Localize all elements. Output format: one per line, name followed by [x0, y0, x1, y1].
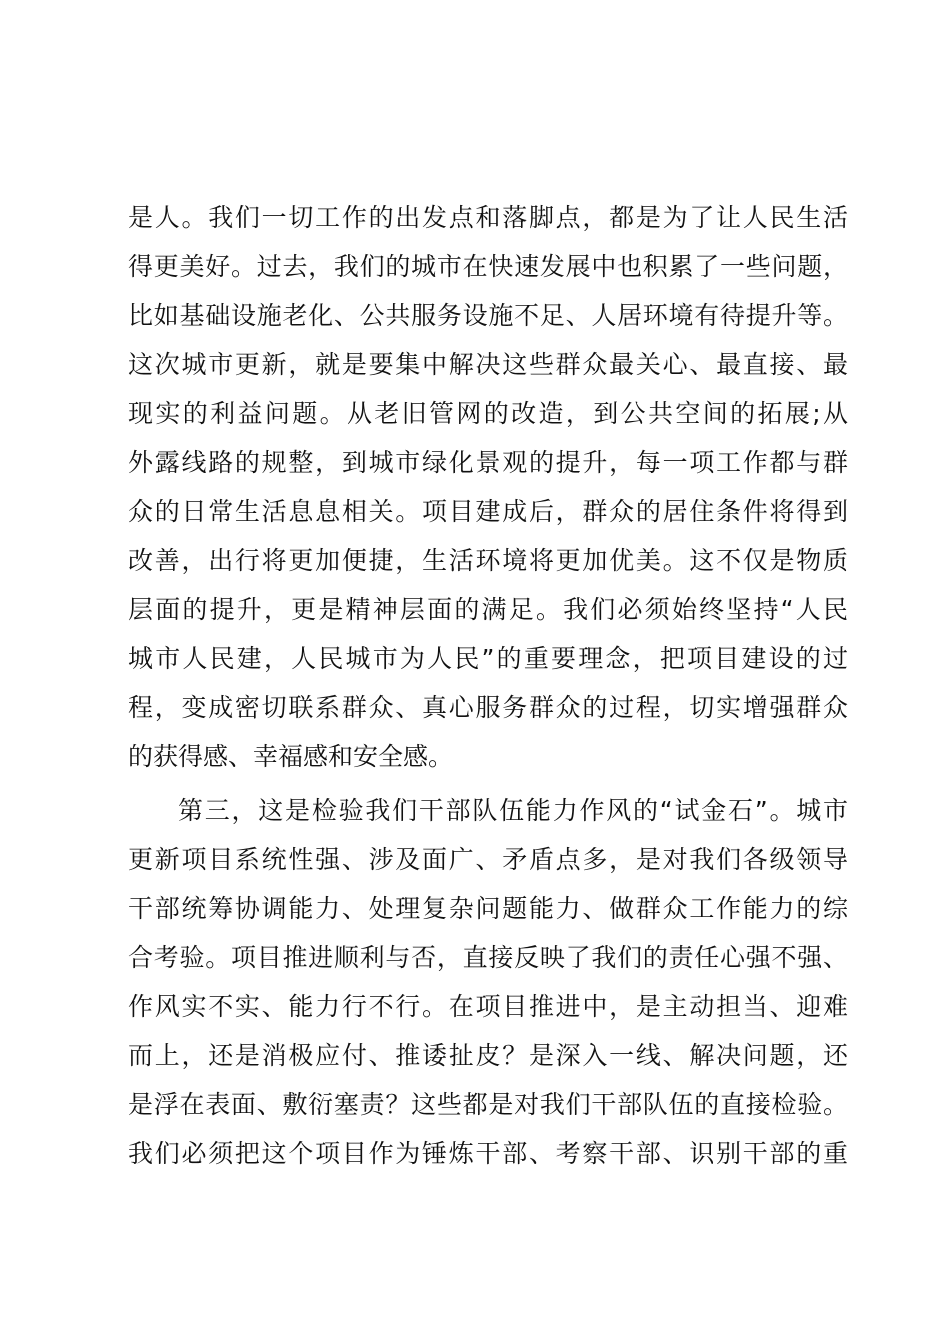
text-line: 层面的提升，更是精神层面的满足。我们必须始终坚持“人民: [128, 595, 848, 624]
text-line: 改善，出行将更加便捷，生活环境将更加优美。这不仅是物质: [128, 546, 848, 575]
text-line: 而上，还是消极应付、推诿扯皮？是深入一线、解决问题，还: [128, 1041, 848, 1070]
text-line: 的获得感、幸福感和安全感。: [128, 742, 454, 771]
text-line: 作风实不实、能力行不行。在项目推进中，是主动担当、迎难: [128, 992, 848, 1021]
text-line: 程，变成密切联系群众、真心服务群众的过程，切实增强群众: [128, 693, 848, 722]
text-line: 是人。我们一切工作的出发点和落脚点，都是为了让人民生活: [128, 203, 848, 232]
text-line: 合考验。项目推进顺利与否，直接反映了我们的责任心强不强、: [128, 943, 848, 972]
text-line: 现实的利益问题。从老旧管网的改造，到公共空间的拓展;从: [128, 399, 848, 428]
text-line: 干部统筹协调能力、处理复杂问题能力、做群众工作能力的综: [128, 894, 848, 923]
paragraph-start-line: 第三，这是检验我们干部队伍能力作风的“试金石”。城市: [178, 796, 848, 825]
text-line: 是浮在表面、敷衍塞责？这些都是对我们干部队伍的直接检验。: [128, 1090, 848, 1119]
text-line: 城市人民建，人民城市为人民”的重要理念，把项目建设的过: [128, 644, 848, 673]
text-line: 众的日常生活息息相关。项目建成后，群众的居住条件将得到: [128, 497, 848, 526]
text-line: 这次城市更新，就是要集中解决这些群众最关心、最直接、最: [128, 350, 848, 379]
text-line: 更新项目系统性强、涉及面广、矛盾点多，是对我们各级领导: [128, 845, 848, 874]
text-line: 外露线路的规整，到城市绿化景观的提升，每一项工作都与群: [128, 448, 848, 477]
text-line: 我们必须把这个项目作为锤炼干部、考察干部、识别干部的重: [128, 1139, 848, 1168]
text-line: 得更美好。过去，我们的城市在快速发展中也积累了一些问题，: [128, 252, 848, 281]
text-line: 比如基础设施老化、公共服务设施不足、人居环境有待提升等。: [128, 301, 848, 330]
